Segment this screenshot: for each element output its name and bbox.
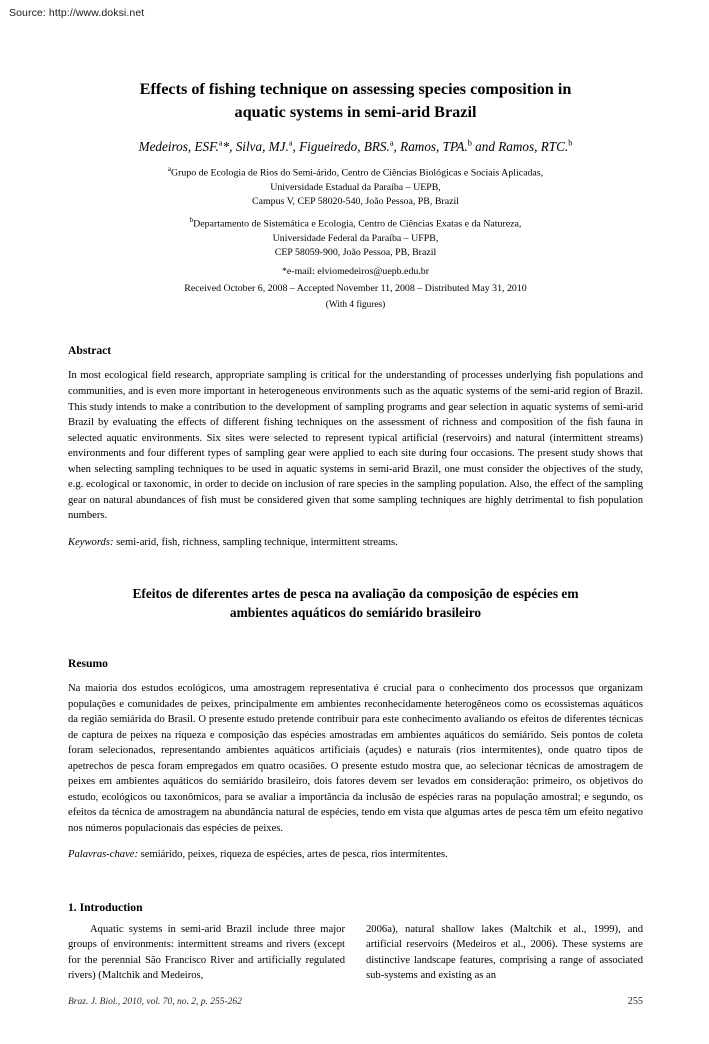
affiliation-a-line-2: Universidade Estadual da Paraíba – UEPB, [270, 181, 441, 193]
page-number: 255 [627, 996, 643, 1007]
introduction-paragraph-right: 2006a), natural shallow lakes (Maltchik et al., 1999), and artificial reservoirs (Medeiros et al., 2006). These systems are distinctive landscape features, comprising a range of associated sub-systems and existing as an [366, 923, 643, 982]
journal-citation: Braz. J. Biol., 2010, vol. 70, no. 2, p. 255-262 [68, 997, 242, 1007]
affiliation-b-line-1: Departamento de Sistemática e Ecologia, Centro de Ciências Exatas e da Natureza, [193, 218, 522, 230]
abstract-keywords [68, 535, 643, 551]
resumo-section [68, 657, 643, 863]
portuguese-title: Efeitos de diferentes artes de pesca na avaliação da composição de espécies em ambientes aquáticos do semiárido brasileiro [132, 586, 579, 621]
resumo-heading: Resumo [68, 657, 108, 671]
author-list: Medeiros, ESF.$^a$*, Silva, MJ.$^a$, Figueiredo, BRS.$^a$, Ramos, TPA.$^b$ and Ramos, RTC.$^b$ [138, 138, 573, 154]
affiliation-b-line-3: CEP 58059-900, João Pessoa, PB, Brazil [274, 247, 437, 259]
resumo-body: Na maioria dos estudos ecológicos, uma amostragem representativa é crucial para o conhecimento dos processos que organizam populações e comunidades de peixes, principalmente em ambientes reconhecidamente heterogêneos como os ecossistemas aquáticos da região semiárida do Brasil. O presente estudo pretende contribuir para este conhecimento avaliando os efeitos de diferentes técnicas de captura de peixes na riqueza e composição das espécies amostradas em ambientes aquáticos do semiárido. Seis pontos de coleta foram selecionados, representando ambientes aquáticos artificiais (açudes) e naturais (rios intermitentes), onde quatro tipos de apetrechos de pesca foram empregados em quatro ocasiões. O presente estudo mostra que, ao selecionar técnicas de amostragem de peixes em ambientes aquáticos do semiárido brasileiro, dois fatores devem ser levados em consideração: primeiro, os objetivos do estudo, ecológicos ou taxonômicos, para se avaliar a importância da inclusão de espécies raras na população amostral; e segundo, os efeitos da técnica de amostragem na abundância natural de espécies, tendo em vista que algumas artes de pesca têm um efeito negativo nos números populacionais das espécies de peixes. [68, 683, 643, 834]
publication-dates: Received October 6, 2008 – Accepted November 11, 2008 – Distributed May 31, 2010 [184, 283, 527, 295]
source-watermark-bar [0, 0, 709, 26]
affiliation-marker-b: b [189, 215, 194, 224]
introduction-column-right [366, 922, 643, 984]
affiliation-b-line-2: Universidade Federal da Paraíba – UFPB, [272, 232, 439, 244]
title-block [68, 78, 643, 310]
abstract-body: In most ecological field research, appropriate sampling is critical for the understanding of processes underlying fish populations and communities, and is even more important in heterogeneous environments such as the aquatic systems of the semi-arid region of Brazil. This study intends to make a contribution to the development of sampling programs and gear selection in aquatic systems of semi-arid Brazil by evaluating the effects of different fishing techniques on the assessment of richness and composition of the fish fauna in selected aquatic environments. Six sites were selected to represent typical artificial (reservoirs) and natural (intermittent streams) environments and four different types of sampling gear were applied to each site during four occasions. The present study shows that when selecting sampling techniques to be used in aquatic systems in semi-arid Brazil, one must consider the objectives of the study, e.g. ecological or taxonomic, in order to decide on inclusion of rare species in the sampling population. Also, the effect of the sampling gear on natural abundances of fish must be considered given that some sampling techniques are highly detrimental to fish population numbers. [68, 370, 643, 522]
affiliation-a [68, 164, 643, 210]
source-url-text: Source: http://www.doksi.net [9, 7, 145, 19]
affiliation-marker-a: a [167, 165, 171, 174]
page-content-column [68, 26, 643, 984]
two-column-layout [68, 922, 643, 984]
affiliations-block [68, 164, 643, 260]
introduction-paragraph-left: Aquatic systems in semi-arid Brazil include three major groups of environments: intermittent streams and rivers (except for the perennial São Francisco River and artificially regulated rivers) (Maltchik and Medeiros, [68, 923, 345, 982]
abstract-heading: Abstract [68, 344, 112, 358]
abstract-keywords-value: semi-arid, fish, richness, sampling technique, intermittent streams. [113, 536, 398, 548]
affiliation-b [68, 215, 643, 261]
corresponding-email[interactable]: *e-mail: elviomedeiros@uepb.edu.br [281, 266, 430, 278]
introduction-heading: 1. Introduction [68, 900, 143, 914]
affiliation-a-line-1: Grupo de Ecologia de Rios do Semi-árido, Centro de Ciências Biológicas e Sociais Aplicadas, [170, 167, 544, 179]
introduction-section [68, 901, 643, 984]
page-title: Effects of fishing technique on assessing species composition in aquatic systems in semi-arid Brazil [139, 80, 572, 121]
affiliation-a-line-3: Campus V, CEP 58020-540, João Pessoa, PB, Brazil [252, 196, 459, 208]
figures-note: (With 4 figures) [325, 300, 386, 311]
abstract-keywords-label: Keywords: [68, 536, 114, 548]
page-footer [68, 996, 643, 1007]
introduction-column-left [68, 922, 345, 984]
resumo-keywords-value: semiárido, peixes, riqueza de espécies, artes de pesca, rios intermitentes. [138, 849, 448, 861]
resumo-keywords [68, 847, 643, 863]
abstract-section [68, 344, 643, 550]
resumo-keywords-label: Palavras-chave: [68, 849, 139, 861]
document-page [0, 26, 709, 1044]
